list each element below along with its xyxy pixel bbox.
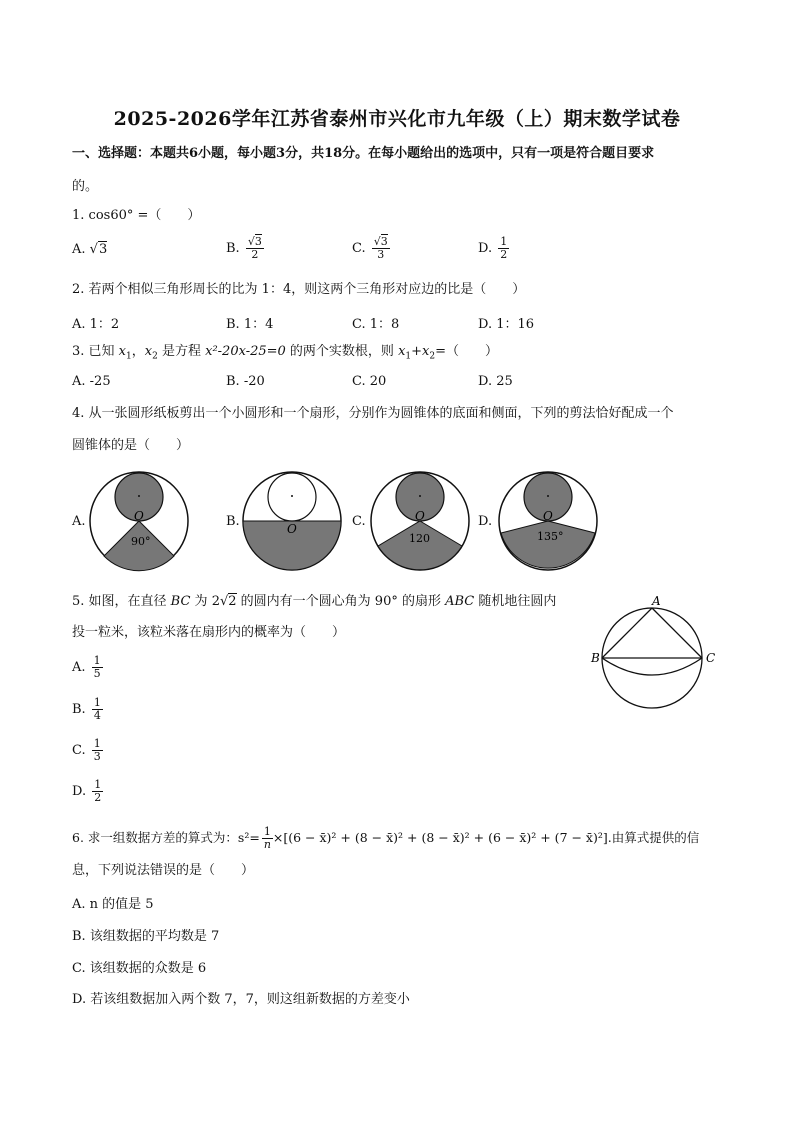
q2-option-d[interactable]: D. 1：16 xyxy=(478,317,535,332)
q6-stem-line2: 息，下列说法错误的是（ ） xyxy=(72,863,255,878)
q5-stem-line2: 投一粒米，该粒米落在扇形内的概率为（ ） xyxy=(72,625,346,640)
q4-option-c-label[interactable]: C. xyxy=(352,514,366,529)
q4-figure-b xyxy=(241,470,343,572)
q4-option-b-label[interactable]: B. xyxy=(226,514,240,529)
q1-option-c[interactable]: C. $\frac{√3}{3}$ xyxy=(352,235,388,261)
q1-option-b[interactable]: B. $\frac{√3}{2}$ xyxy=(226,235,262,261)
svg-text:C: C xyxy=(706,651,716,665)
page-title: 2025-2026学年江苏省泰州市兴化市九年级（上）期末数学试卷 xyxy=(113,108,681,130)
q3-option-c[interactable]: C. 20 xyxy=(352,374,387,389)
q4-option-a-label[interactable]: A. xyxy=(72,514,86,529)
svg-text:120: 120 xyxy=(409,532,430,545)
q5-option-d[interactable]: D. $\frac{1}{2}$ xyxy=(72,778,102,804)
q3-stem: 3. 已知 $x_1$，$x_2$ 是方程 x²-20x-25=0 的两个实数根，则 $x_1+x_2=$（ ） xyxy=(72,344,499,362)
svg-text:90°: 90° xyxy=(131,535,151,548)
section-heading-cont: 的。 xyxy=(72,179,99,194)
q3-option-a[interactable]: A. -25 xyxy=(72,374,111,389)
svg-text:O: O xyxy=(543,509,553,523)
q6-stem-line1: 6. 求一组数据方差的算式为：s²= $\frac{1}{n}$ ×[(6 − x̄)² + (8 − x̄)² + (8 − x̄)² + (6 − x̄)² + (7 − x̄)²].由算式提供的信 xyxy=(72,825,700,851)
q5-option-a[interactable]: A. $\frac{1}{5}$ xyxy=(72,654,101,680)
q1-stem: 1. cos60° =（ ） xyxy=(72,208,201,223)
q6-option-a[interactable]: A. n 的值是 5 xyxy=(72,897,154,912)
q4-figure-c xyxy=(369,470,471,572)
q4-figure-a xyxy=(88,470,190,572)
svg-text:A: A xyxy=(652,594,661,608)
q5-option-b[interactable]: B. $\frac{1}{4}$ xyxy=(72,696,101,722)
q5-figure xyxy=(588,592,723,712)
q2-stem: 2. 若两个相似三角形周长的比为 1：4，则这两个三角形对应边的比是（ ） xyxy=(72,282,526,297)
svg-text:O: O xyxy=(134,509,144,523)
svg-text:B: B xyxy=(591,651,600,665)
q3-option-b[interactable]: B. -20 xyxy=(226,374,265,389)
q5-option-c[interactable]: C. $\frac{1}{3}$ xyxy=(72,737,101,763)
q2-option-a[interactable]: A. 1：2 xyxy=(72,317,120,332)
q5-stem-line1: 5. 如图，在直径 BC 为 2√2 的圆内有一个圆心角为 90° 的扇形 ABC 随机地往圆内 xyxy=(72,594,557,609)
q4-option-d-label[interactable]: D. xyxy=(478,514,493,529)
svg-text:O: O xyxy=(287,522,297,536)
section-heading: 一、选择题：本题共6小题，每小题3分，共18分。在每小题给出的选项中，只有一项是符合题目要求 xyxy=(72,146,655,161)
q4-stem-line1: 4. 从一张圆形纸板剪出一个小圆形和一个扇形，分别作为圆锥体的底面和侧面，下列的剪法恰好配成一个 xyxy=(72,406,674,421)
q2-option-c[interactable]: C. 1：8 xyxy=(352,317,400,332)
q2-option-b[interactable]: B. 1：4 xyxy=(226,317,274,332)
q3-option-d[interactable]: D. 25 xyxy=(478,374,513,389)
q4-stem-line2: 圆锥体的是（ ） xyxy=(72,438,190,453)
q6-option-c[interactable]: C. 该组数据的众数是 6 xyxy=(72,961,207,976)
q6-option-b[interactable]: B. 该组数据的平均数是 7 xyxy=(72,929,220,944)
svg-text:O: O xyxy=(415,509,425,523)
q4-figure-d xyxy=(497,470,599,572)
svg-text:135°: 135° xyxy=(537,530,564,543)
sqrt-symbol: √3 xyxy=(89,242,108,257)
q1-option-a[interactable]: A. √3 xyxy=(72,242,108,257)
q1-option-d[interactable]: D. $\frac{1}{2}$ xyxy=(478,235,508,261)
q6-option-d[interactable]: D. 若该组数据加入两个数 7，7，则这组新数据的方差变小 xyxy=(72,992,410,1007)
